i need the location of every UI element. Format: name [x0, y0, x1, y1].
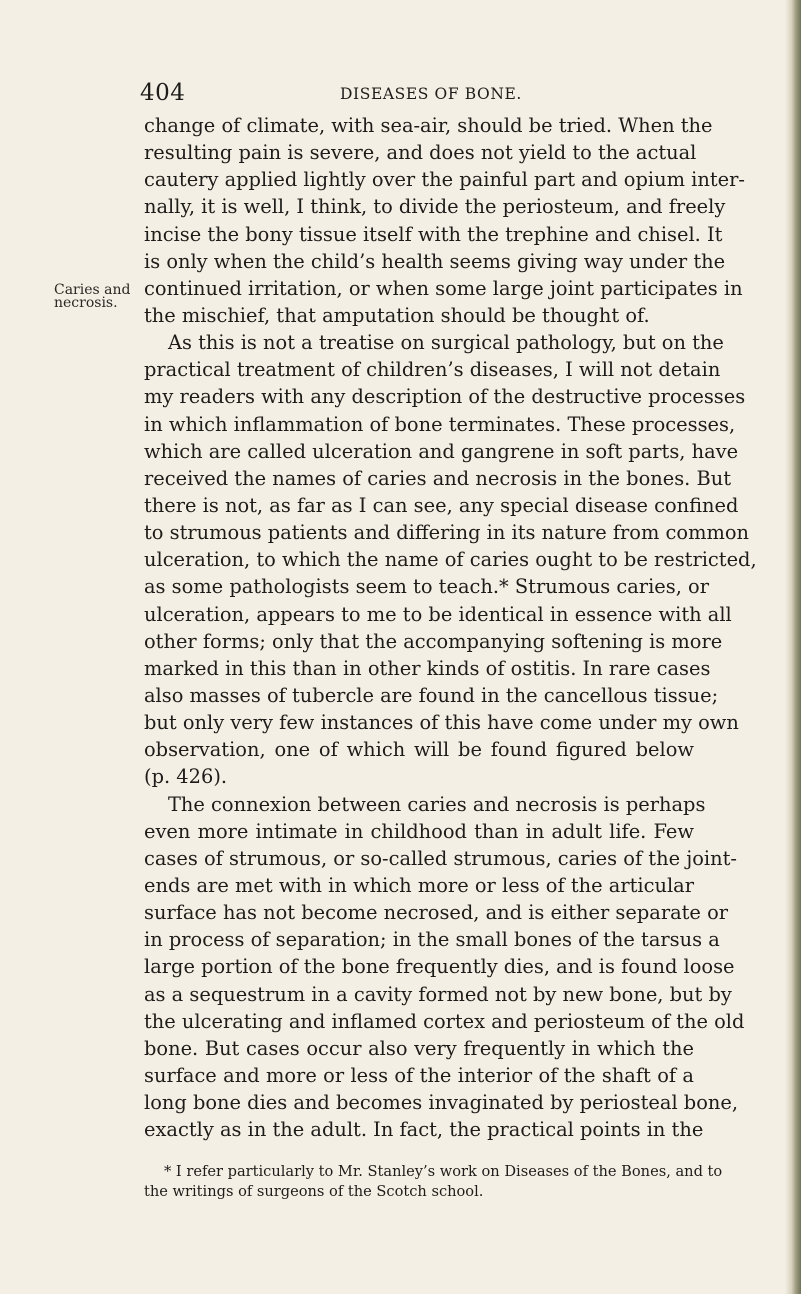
- text-line: but only very few instances of this have come under my own: [144, 711, 739, 735]
- text-line: (p. 426).: [144, 765, 228, 789]
- text-line: large portion of the bone frequently dies, and is found loose: [144, 955, 735, 979]
- page-number: 404: [140, 80, 186, 106]
- text-line: exactly as in the adult. In fact, the practical points in the: [144, 1118, 704, 1142]
- text-line: to strumous patients and differing in its nature from common: [144, 521, 750, 545]
- text-line: ulceration, to which the name of caries ought to be restricted,: [144, 548, 757, 572]
- footnote: [144, 1162, 723, 1202]
- text-line: ulceration, appears to me to be identical in essence with all: [144, 602, 732, 626]
- text-line: cases of strumous, or so-called strumous, caries of the joint-: [144, 846, 737, 870]
- text-line: resulting pain is severe, and does not yield to the actual: [144, 141, 697, 165]
- text-line: surface has not become necrosed, and is either separate or: [144, 901, 729, 925]
- body-text: [144, 112, 757, 1143]
- text-line: As this is not a treatise on surgical pathology, but on the: [168, 331, 724, 355]
- text-line: ends are met with in which more or less of the articular: [144, 873, 694, 897]
- footnote-line: * I refer particularly to Mr. Stanley’s work on Diseases of the Bones, and to: [164, 1163, 723, 1180]
- page-edge-shadow: [785, 0, 801, 1294]
- footnote-line: the writings of surgeons of the Scotch school.: [144, 1183, 484, 1200]
- text-line: nally, it is well, I think, to divide the periosteum, and freely: [144, 195, 726, 219]
- text-line: my readers with any description of the destructive processes: [144, 385, 746, 409]
- text-line: the mischief, that amputation should be thought of.: [144, 303, 650, 327]
- text-line: as a sequestrum in a cavity formed not by new bone, but by: [144, 982, 732, 1006]
- text-line: observation, one of which will be found figured below: [144, 738, 694, 762]
- text-line: long bone dies and becomes invaginated by periosteal bone,: [144, 1091, 739, 1115]
- text-line: also masses of tubercle are found in the cancellous tissue;: [144, 683, 719, 707]
- margin-note-line: Caries and: [54, 282, 131, 298]
- text-line: even more intimate in childhood than in adult life. Few: [144, 819, 694, 843]
- text-line: the ulcerating and inflamed cortex and periosteum of the old: [144, 1009, 745, 1033]
- text-line: practical treatment of children’s diseases, I will not detain: [144, 358, 721, 382]
- text-line: change of climate, with sea-air, should be tried. When the: [144, 114, 713, 137]
- text-line: is only when the child’s health seems giving way under the: [144, 249, 726, 273]
- text-line: there is not, as far as I can see, any special disease confined: [144, 493, 739, 517]
- text-line: which are called ulceration and gangrene in soft parts, have: [144, 439, 739, 463]
- text-line: marked in this than in other kinds of ostitis. In rare cases: [144, 656, 711, 680]
- margin-note: [54, 284, 134, 310]
- running-title: DISEASES OF BONE.: [340, 85, 522, 103]
- text-line: incise the bony tissue itself with the trephine and chisel. It: [144, 222, 723, 246]
- text-line: bone. But cases occur also very frequently in which the: [144, 1036, 694, 1060]
- page-header: [140, 80, 692, 110]
- text-line: in which inflammation of bone terminates. These processes,: [144, 412, 736, 436]
- margin-note-line: necrosis.: [54, 295, 118, 311]
- text-line: surface and more or less of the interior of the shaft of a: [144, 1063, 694, 1087]
- text-line: continued irritation, or when some large joint participates in: [144, 276, 743, 300]
- text-line: in process of separation; in the small bones of the tarsus a: [144, 928, 720, 952]
- text-line: as some pathologists seem to teach.* Strumous caries, or: [144, 575, 709, 599]
- text-line: received the names of caries and necrosis in the bones. But: [144, 466, 732, 490]
- text-line: The connexion between caries and necrosis is perhaps: [168, 792, 706, 816]
- text-line: other forms; only that the accompanying softening is more: [144, 629, 723, 653]
- text-line: cautery applied lightly over the painful part and opium inter-: [144, 168, 745, 192]
